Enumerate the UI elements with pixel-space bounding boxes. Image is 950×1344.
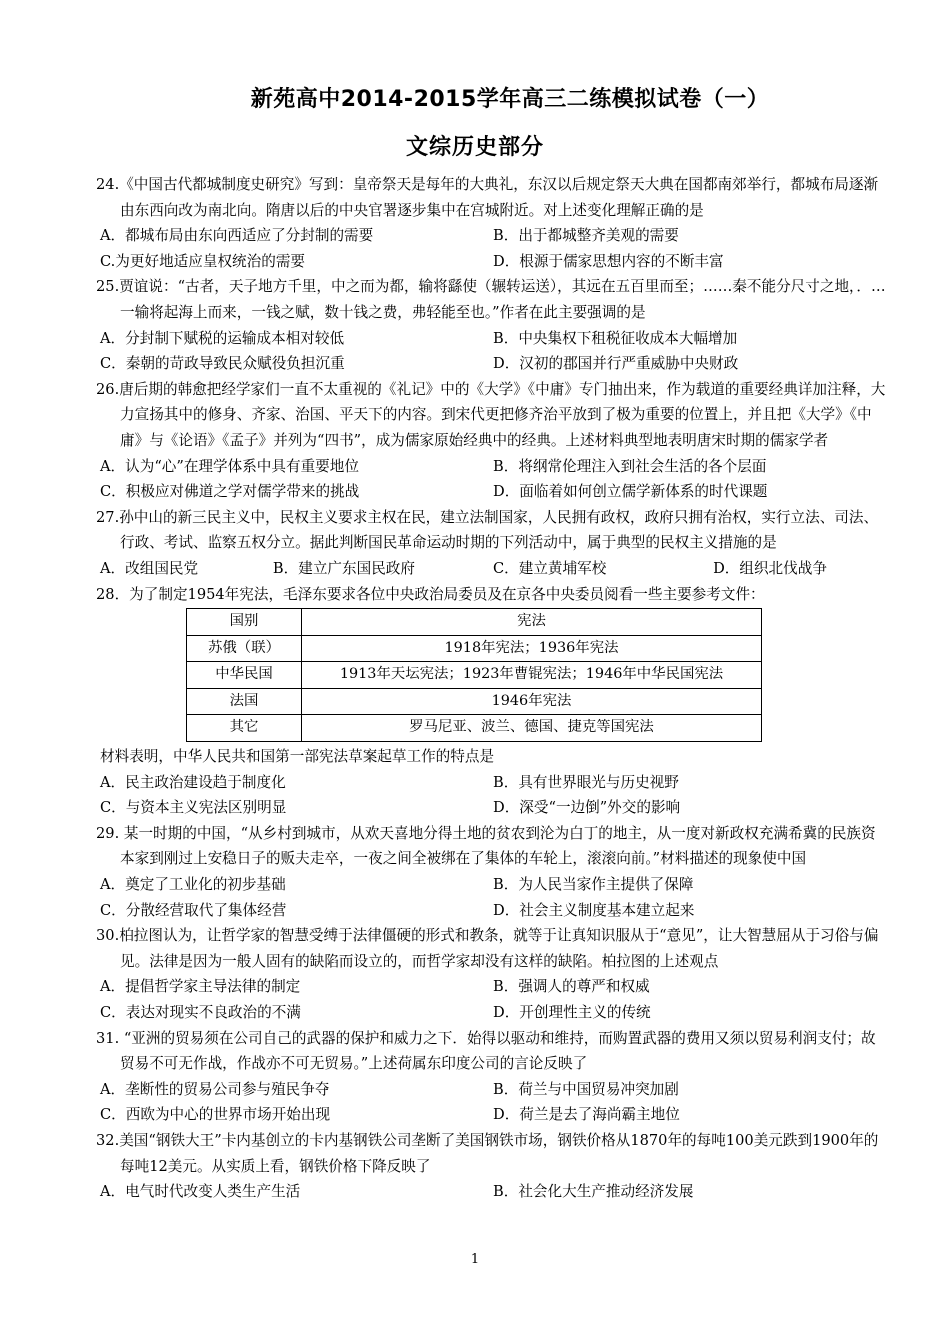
question-stem: 28．为了制定1954年宪法，毛泽东要求各位中央政治局委员及在京各中央委员阅看一些主要参考文件： [96, 585, 765, 603]
question-24 [96, 172, 886, 274]
option-d: D．开创理性主义的传统 [493, 1004, 651, 1021]
option-a: A．民主政治建设趋于制度化 [100, 773, 286, 791]
question-32 [96, 1128, 886, 1205]
options [96, 223, 886, 274]
table-row [187, 715, 762, 742]
option-a: A．奠定了工业化的初步基础 [100, 876, 286, 894]
table-header-country: 国别 [187, 609, 302, 636]
options [96, 770, 886, 821]
option-c: C.为更好地适应皇权统治的需要 [100, 252, 306, 270]
question-followup: 材料表明，中华人民共和国第一部宪法草案起草工作的特点是 [100, 748, 495, 766]
options [96, 326, 886, 377]
table-cell-constitution: 1946年宪法 [302, 688, 762, 715]
question-stem: 27.孙中山的新三民主义中，民权主义要求主权在民，建立法制国家，人民拥有政权，政府只拥有治权，实行立法、司法、行政、考试、监察五权分立。据此判断国民革命运动时期的下列活动中，属于典型的民权主义措施的是 [96, 508, 879, 552]
option-c: C．西欧为中心的世界市场开始出现 [100, 1106, 331, 1124]
table-row [187, 662, 762, 689]
option-c: C．与资本主义宪法区别明显 [100, 799, 287, 817]
option-b: B．强调人的尊严和权威 [493, 978, 650, 996]
option-c: C．分散经营取代了集体经营 [100, 901, 287, 919]
question-stem: 31. “亚洲的贸易须在公司自己的武器的保护和威力之下．始得以驱动和维持，而购置武器的费用又须以贸易利润支付；故贸易不可无作战，作战亦不可无贸易。”上述荷属东印度公司的言论反映了 [96, 1029, 876, 1073]
constitution-table-wrapper [186, 608, 886, 742]
question-stem: 32.美国“钢铁大王”卡内基创立的卡内基钢铁公司垄断了美国钢铁市场，钢铁价格从1870年的每吨100美元跌到1900年的每吨12美元。从实质上看，钢铁价格下降反映了 [96, 1131, 879, 1175]
option-d: D．社会主义制度基本建立起来 [493, 901, 695, 919]
option-a: A．电气时代改变人类生产生活 [100, 1183, 301, 1201]
option-a: A．提倡哲学家主导法律的制定 [100, 978, 301, 996]
question-31 [96, 1026, 886, 1128]
page-subtitle: 文综历史部分 [405, 135, 544, 160]
question-26 [96, 377, 886, 505]
table-header-row [187, 609, 762, 636]
option-d: D．汉初的郡国并行严重威胁中央财政 [493, 355, 739, 373]
table-cell-constitution: 1918年宪法；1936年宪法 [302, 635, 762, 662]
option-a: A．改组国民党 [100, 559, 199, 577]
options [96, 974, 886, 1025]
page-title: 新苑高中2014-2015学年高三二练模拟试卷（一） [250, 87, 770, 112]
table-header-constitution: 宪法 [302, 609, 762, 636]
page-number: 1 [470, 1252, 480, 1267]
table-cell-country: 中华民国 [187, 662, 302, 689]
table-cell-country: 苏俄（联） [187, 635, 302, 662]
option-d: D．根源于儒家思想内容的不断丰富 [493, 252, 724, 270]
option-b: B．具有世界眼光与历史视野 [493, 773, 679, 791]
question-29 [96, 821, 886, 923]
option-c: C．表达对现实不良政治的不满 [100, 1004, 301, 1021]
option-d: D．荷兰是去了海尚霸主地位 [493, 1106, 680, 1124]
question-stem: 24.《中国古代都城制度史研究》写到：皇帝祭天是每年的大典礼，东汉以后规定祭天大典在国都南郊举行，都城布局逐渐由东西向改为南北向。隋唐以后的中央官署逐步集中在宫城附近。对上述变化理解正确的是 [96, 176, 879, 219]
option-b: B．社会化大生产推动经济发展 [493, 1183, 694, 1201]
table-cell-country: 法国 [187, 688, 302, 715]
table-cell-country: 其它 [187, 715, 302, 742]
question-28 [96, 582, 886, 821]
option-d: D．面临着如何创立儒学新体系的时代课题 [493, 483, 768, 501]
table-cell-constitution: 1913年天坛宪法；1923年曹锟宪法；1946年中华民国宪法 [302, 662, 762, 689]
question-stem: 26.唐后期的韩愈把经学家们一直不太重视的《礼记》中的《大学》《中庸》专门抽出来，作为载道的重要经典详加注释，大力宣扬其中的修身、齐家、治国、平天下的内容。到宋代更把修齐治平放到了极为重要的位置上，并且把《大学》《中庸》与《论语》《孟子》并列为“四书”，成为儒家原始经典中的经典。上述材料典型地表明唐宋时期的儒家学者 [96, 380, 886, 449]
option-d: D．深受“一边倒”外交的影响 [493, 799, 681, 817]
option-b: B．出于都城整齐美观的需要 [493, 227, 679, 245]
option-c: C．建立黄埔军校 [492, 559, 607, 577]
question-list [96, 172, 886, 1205]
option-a: A．分封制下赋税的运输成本相对较低 [100, 329, 345, 347]
option-c: C．积极应对佛道之学对儒学带来的挑战 [100, 483, 360, 501]
options [96, 872, 886, 923]
option-a: A．都城布局由东向西适应了分封制的需要 [100, 227, 374, 245]
question-27 [96, 505, 886, 582]
question-25 [96, 274, 886, 376]
option-a: A．垄断性的贸易公司参与殖民争夺 [100, 1080, 330, 1098]
option-b: B．荷兰与中国贸易冲突加剧 [493, 1080, 679, 1098]
question-stem: 30.柏拉图认为，让哲学家的智慧受缚于法律僵硬的形式和教条，就等于让真知识服从于“意见”，让大智慧屈从于习俗与偏见。法律是因为一般人固有的缺陷而设立的，而哲学家却没有这样的缺陷。柏拉图的上述观点 [96, 927, 879, 970]
options [96, 1179, 886, 1205]
question-stem: 25.贾谊说：“古者，天子地方千里，中之而为都，输将繇使（辗转运送），其远在五百里而至；……秦不能分尺寸之地，．…一输将起海上而来，一钱之赋，数十钱之费，弗轻能至也。”作者在此主要强调的是 [96, 278, 886, 321]
options [96, 556, 886, 582]
constitution-table [186, 608, 762, 742]
question-30 [96, 923, 886, 1025]
option-c: C．秦朝的苛政导致民众赋役负担沉重 [100, 355, 345, 373]
options [96, 454, 886, 505]
option-b: B．为人民当家作主提供了保障 [493, 876, 694, 894]
table-row [187, 688, 762, 715]
option-a: A．认为“心”在理学体系中具有重要地位 [100, 457, 359, 475]
options [96, 1077, 886, 1128]
table-cell-constitution: 罗马尼亚、波兰、德国、捷克等国宪法 [302, 715, 762, 742]
option-b: B．建立广东国民政府 [272, 559, 415, 577]
question-stem: 29. 某一时期的中国，“从乡村到城市，从欢天喜地分得土地的贫农到沦为白丁的地主，从一度对新政权充满希冀的民族资本家到刚过上安稳日子的贩夫走卒，一夜之间全被绑在了集体的车轮上，滚滚向前。”材料描述的现象使中国 [96, 824, 876, 868]
option-d: D．组织北伐战争 [713, 559, 827, 577]
option-b: B．将纲常伦理注入到社会生活的各个层面 [493, 457, 767, 475]
option-b: B．中央集权下租税征收成本大幅增加 [493, 329, 738, 347]
table-row [187, 635, 762, 662]
